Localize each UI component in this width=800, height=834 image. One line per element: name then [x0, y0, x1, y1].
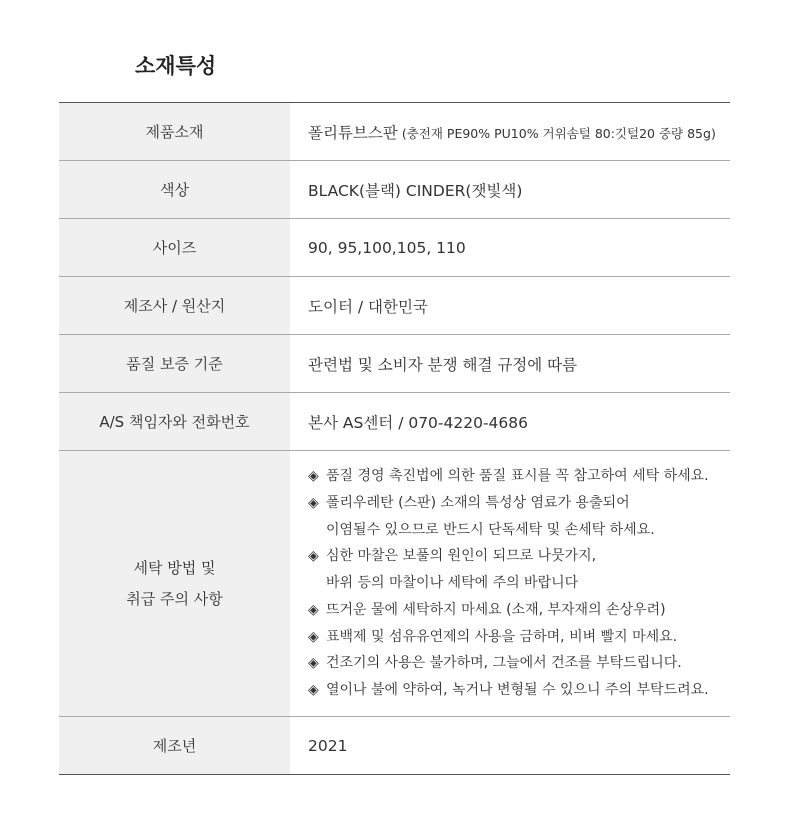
table-row-quality	[59, 335, 730, 393]
material-value-cell	[290, 103, 730, 161]
care-text: 폴리우레탄 (스판) 소재의 특성상 염료가 용출되어	[326, 495, 630, 512]
diamond-bullet-icon: ◈	[308, 468, 319, 485]
quality-label: 품질 보증 기준	[59, 335, 290, 393]
care-text: 바위 등의 마찰이나 세탁에 주의 바랍니다	[326, 575, 579, 592]
material-value: 폴리튜브스판	[308, 123, 398, 142]
list-item	[308, 650, 730, 677]
care-label-line2: 취급 주의 사항	[126, 589, 223, 608]
care-text: 이염될수 있으므로 반드시 단독세탁 및 손세탁 하세요.	[326, 521, 655, 538]
maker-label: 제조사 / 원산지	[59, 277, 290, 335]
diamond-bullet-icon: ◈	[308, 548, 319, 565]
size-label: 사이즈	[59, 219, 290, 277]
maker-value: 도이터 / 대한민국	[308, 297, 428, 316]
spec-table	[59, 102, 730, 775]
care-text: 뜨거운 물에 세탁하지 마세요 (소재, 부자재의 손상우려)	[326, 601, 666, 618]
material-note: (충전재 PE90% PU10% 거위솜털 80:깃털20 중량 85g)	[401, 125, 716, 141]
table-row-maker	[59, 277, 730, 335]
care-text: 품질 경영 촉진법에 의한 품질 표시를 꼭 참고하여 세탁 하세요.	[326, 468, 709, 485]
table-row-size	[59, 219, 730, 277]
diamond-bullet-icon: ◈	[308, 681, 319, 698]
quality-value: 관련법 및 소비자 분쟁 해결 규정에 따름	[308, 355, 578, 374]
list-item	[308, 597, 730, 624]
care-value-cell	[290, 451, 730, 717]
section-title: 소재특성	[135, 54, 217, 78]
diamond-bullet-icon: ◈	[308, 601, 319, 618]
list-item-continued	[308, 570, 730, 597]
material-label: 제품소재	[59, 103, 290, 161]
care-text: 표백제 및 섬유유연제의 사용을 금하며, 비벼 빨지 마세요.	[326, 628, 678, 645]
care-text: 심한 마찰은 보풀의 원인이 되므로 나뭇가지,	[326, 548, 597, 565]
list-item	[308, 543, 730, 570]
care-label-line1: 세탁 방법 및	[133, 558, 216, 577]
as-value: 본사 AS센터 / 070-4220-4686	[308, 413, 529, 432]
care-list	[308, 463, 730, 703]
list-item	[308, 490, 730, 517]
as-label: A/S 책임자와 전화번호	[59, 393, 290, 451]
care-text: 건조기의 사용은 불가하며, 그늘에서 건조를 부탁드립니다.	[326, 655, 682, 672]
table-row-year	[59, 717, 730, 775]
care-text: 열이나 불에 약하여, 녹거나 변형될 수 있으니 주의 부탁드려요.	[326, 681, 709, 698]
year-label: 제조년	[59, 717, 290, 775]
list-item	[308, 463, 730, 490]
list-item	[308, 624, 730, 651]
year-value: 2021	[308, 736, 348, 755]
table-row-color	[59, 161, 730, 219]
diamond-bullet-icon: ◈	[308, 655, 319, 672]
color-label: 색상	[59, 161, 290, 219]
diamond-bullet-icon: ◈	[308, 628, 319, 645]
color-value: BLACK(블랙) CINDER(잿빛색)	[308, 181, 523, 200]
list-item-continued	[308, 517, 730, 544]
diamond-bullet-icon: ◈	[308, 495, 319, 512]
care-label	[59, 451, 290, 717]
table-row-as	[59, 393, 730, 451]
table-row-material	[59, 103, 730, 161]
table-row-care	[59, 451, 730, 717]
size-value: 90, 95,100,105, 110	[308, 238, 466, 257]
list-item	[308, 677, 730, 704]
